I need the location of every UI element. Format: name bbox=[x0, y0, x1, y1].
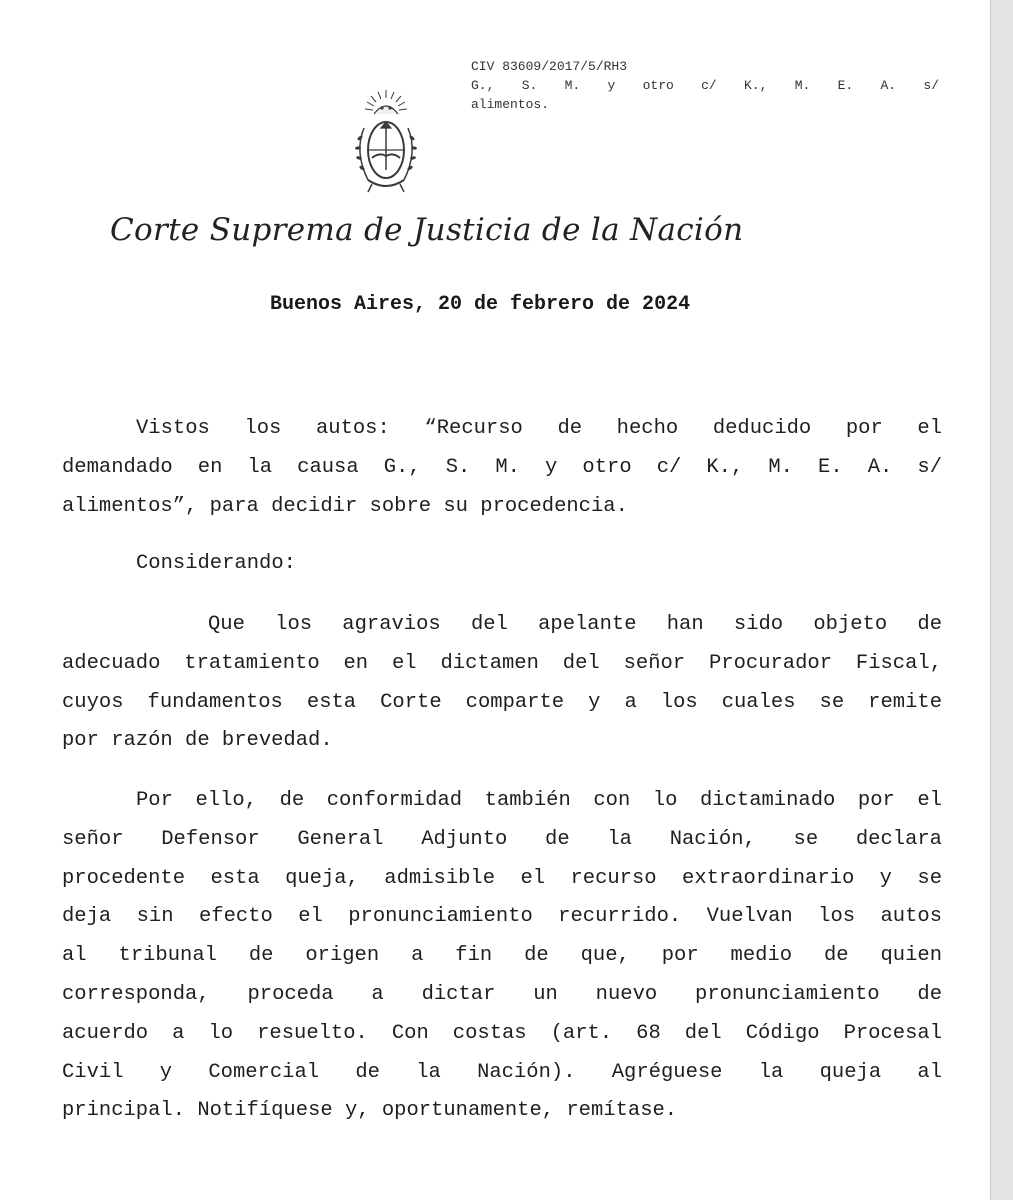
paragraph-line: procedente esta queja, admisible el recurso extraordinario y se bbox=[62, 866, 942, 890]
argentina-coat-of-arms-icon bbox=[348, 88, 424, 206]
vistos-paragraph bbox=[62, 410, 942, 526]
paragraph-line: cuyos fundamentos esta Corte comparte y a los cuales se remite bbox=[62, 690, 942, 714]
considerando-heading bbox=[62, 545, 942, 584]
paragraph-line: señor Defensor General Adjunto de la Nación, se declara bbox=[62, 827, 942, 851]
paragraph-line: adecuado tratamiento en el dictamen del señor Procurador Fiscal, bbox=[62, 651, 942, 675]
paragraph-line: acuerdo a lo resuelto. Con costas (art. 68 del Código Procesal bbox=[62, 1021, 942, 1045]
paragraph-line: Vistos los autos: “Recurso de hecho deducido por el bbox=[136, 417, 942, 440]
case-reference bbox=[471, 57, 939, 114]
por-ello-paragraph bbox=[62, 782, 942, 1131]
paragraph-line: Que los agravios del apelante han sido objeto de bbox=[208, 613, 942, 636]
case-title-line-1: G., S. M. y otro c/ K., M. E. A. s/ bbox=[471, 78, 939, 93]
paragraph-line: deja sin efecto el pronunciamiento recurrido. Vuelvan los autos bbox=[62, 905, 942, 929]
paragraph-line: alimentos”, para decidir sobre su procedencia. bbox=[62, 494, 628, 518]
paragraph-line: Por ello, de conformidad también con lo dictaminado por el bbox=[136, 789, 942, 812]
paragraph-line: corresponda, proceda a dictar un nuevo pronunciamiento de bbox=[62, 982, 942, 1006]
date-line: Buenos Aires, 20 de febrero de 2024 bbox=[270, 293, 691, 316]
paragraph-line: al tribunal de origen a fin de que, por medio de quien bbox=[62, 944, 942, 968]
case-title-line-2: alimentos. bbox=[471, 97, 550, 112]
paragraph-line: demandado en la causa G., S. M. y otro c/ K., M. E. A. s/ bbox=[62, 455, 942, 479]
court-name: Corte Suprema de Justicia de la Nación bbox=[110, 212, 744, 248]
paragraph-line: principal. Notifíquese y, oportunamente, remítase. bbox=[62, 1099, 678, 1123]
case-number: CIV 83609/2017/5/RH3 bbox=[471, 59, 628, 74]
paragraph-line: Civil y Comercial de la Nación). Agréguese la queja al bbox=[62, 1060, 942, 1084]
paragraph-line: por razón de brevedad. bbox=[62, 729, 333, 753]
paragraph-line: Considerando: bbox=[136, 552, 296, 575]
que-paragraph bbox=[62, 606, 942, 761]
page-edge-scroll-gutter bbox=[990, 0, 1013, 1200]
